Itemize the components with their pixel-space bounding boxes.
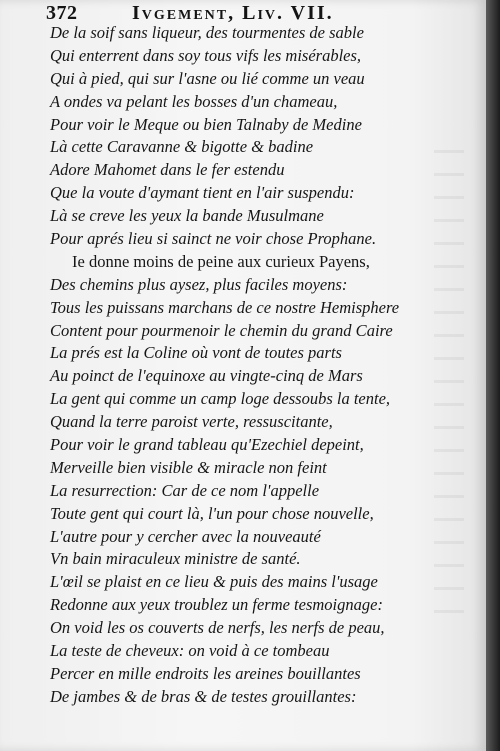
verse-line: Que la voute d'aymant tient en l'air suspendu:: [50, 183, 355, 203]
verse-line: On void les os couverts de nerfs, les nerfs de peau,: [50, 618, 385, 638]
verse-line: Pour voir le grand tableau qu'Ezechiel depeint,: [50, 435, 364, 455]
verse-line: Quand la terre paroist verte, ressuscitante,: [50, 412, 333, 432]
verse-line: Qui enterrent dans soy tous vifs les misérables,: [50, 45, 362, 65]
page-edge-shadow: [486, 0, 500, 751]
verse-line: Redonne aux yeux troublez un ferme tesmoignage:: [50, 595, 383, 615]
verse-line: A ondes va pelant les bosses d'un chameau,: [50, 91, 338, 111]
verse-line: Merveille bien visible & miracle non feint: [50, 457, 327, 477]
verse-text: [50, 22, 460, 709]
verse-line: Ie donne moins de peine aux curieux Payens,: [72, 251, 370, 271]
verse-line: De la soif sans liqueur, des tourmentes de sable: [50, 23, 364, 42]
verse-line: Au poinct de l'equinoxe au vingte-cinq de Mars: [50, 366, 363, 386]
running-title: Ivgement, Liv. VII.: [132, 2, 334, 24]
verse-line: La teste de cheveux: on void à ce tombeau: [50, 641, 330, 661]
verse-line: Qui à pied, qui sur l'asne ou lié comme un veau: [50, 68, 365, 88]
verse-line: Là cette Caravanne & bigotte & badine: [50, 137, 314, 157]
verse-line: De jambes & de bras & de testes grouillantes:: [50, 686, 357, 706]
verse-line: La resurrection: Car de ce nom l'appelle: [50, 480, 320, 500]
verse-line: Des chemins plus aysez, plus faciles moyens:: [50, 274, 348, 294]
verse-line: La prés est la Coline où vont de toutes parts: [50, 343, 342, 363]
verse-line: L'autre pour y cercher avec la nouveauté: [50, 526, 321, 546]
verse-line: Content pour pourmenoir le chemin du grand Caire: [50, 320, 393, 340]
verse-line: Tous les puissans marchans de ce nostre Hemisphere: [50, 297, 400, 317]
verse-line: Adore Mahomet dans le fer estendu: [50, 160, 285, 180]
verse-line: Pour aprés lieu si sainct ne voir chose Prophane.: [50, 229, 377, 249]
verse-line: L'œil se plaist en ce lieu & puis des mains l'usage: [50, 572, 378, 592]
verse-line: Percer en mille endroits les areines bouillantes: [50, 663, 361, 683]
page-header: [46, 2, 406, 24]
verse-line: Vn bain miraculeux ministre de santé.: [50, 549, 301, 569]
verse-line: Pour voir le Meque ou bien Talnaby de Medine: [50, 114, 362, 134]
verse-line: La gent qui comme un camp loge dessoubs la tente,: [50, 389, 391, 409]
verse-line: Là se creve les yeux la bande Musulmane: [50, 206, 324, 226]
page-number: 372: [46, 2, 78, 24]
verse-line: Toute gent qui court là, l'un pour chose nouvelle,: [50, 503, 374, 523]
